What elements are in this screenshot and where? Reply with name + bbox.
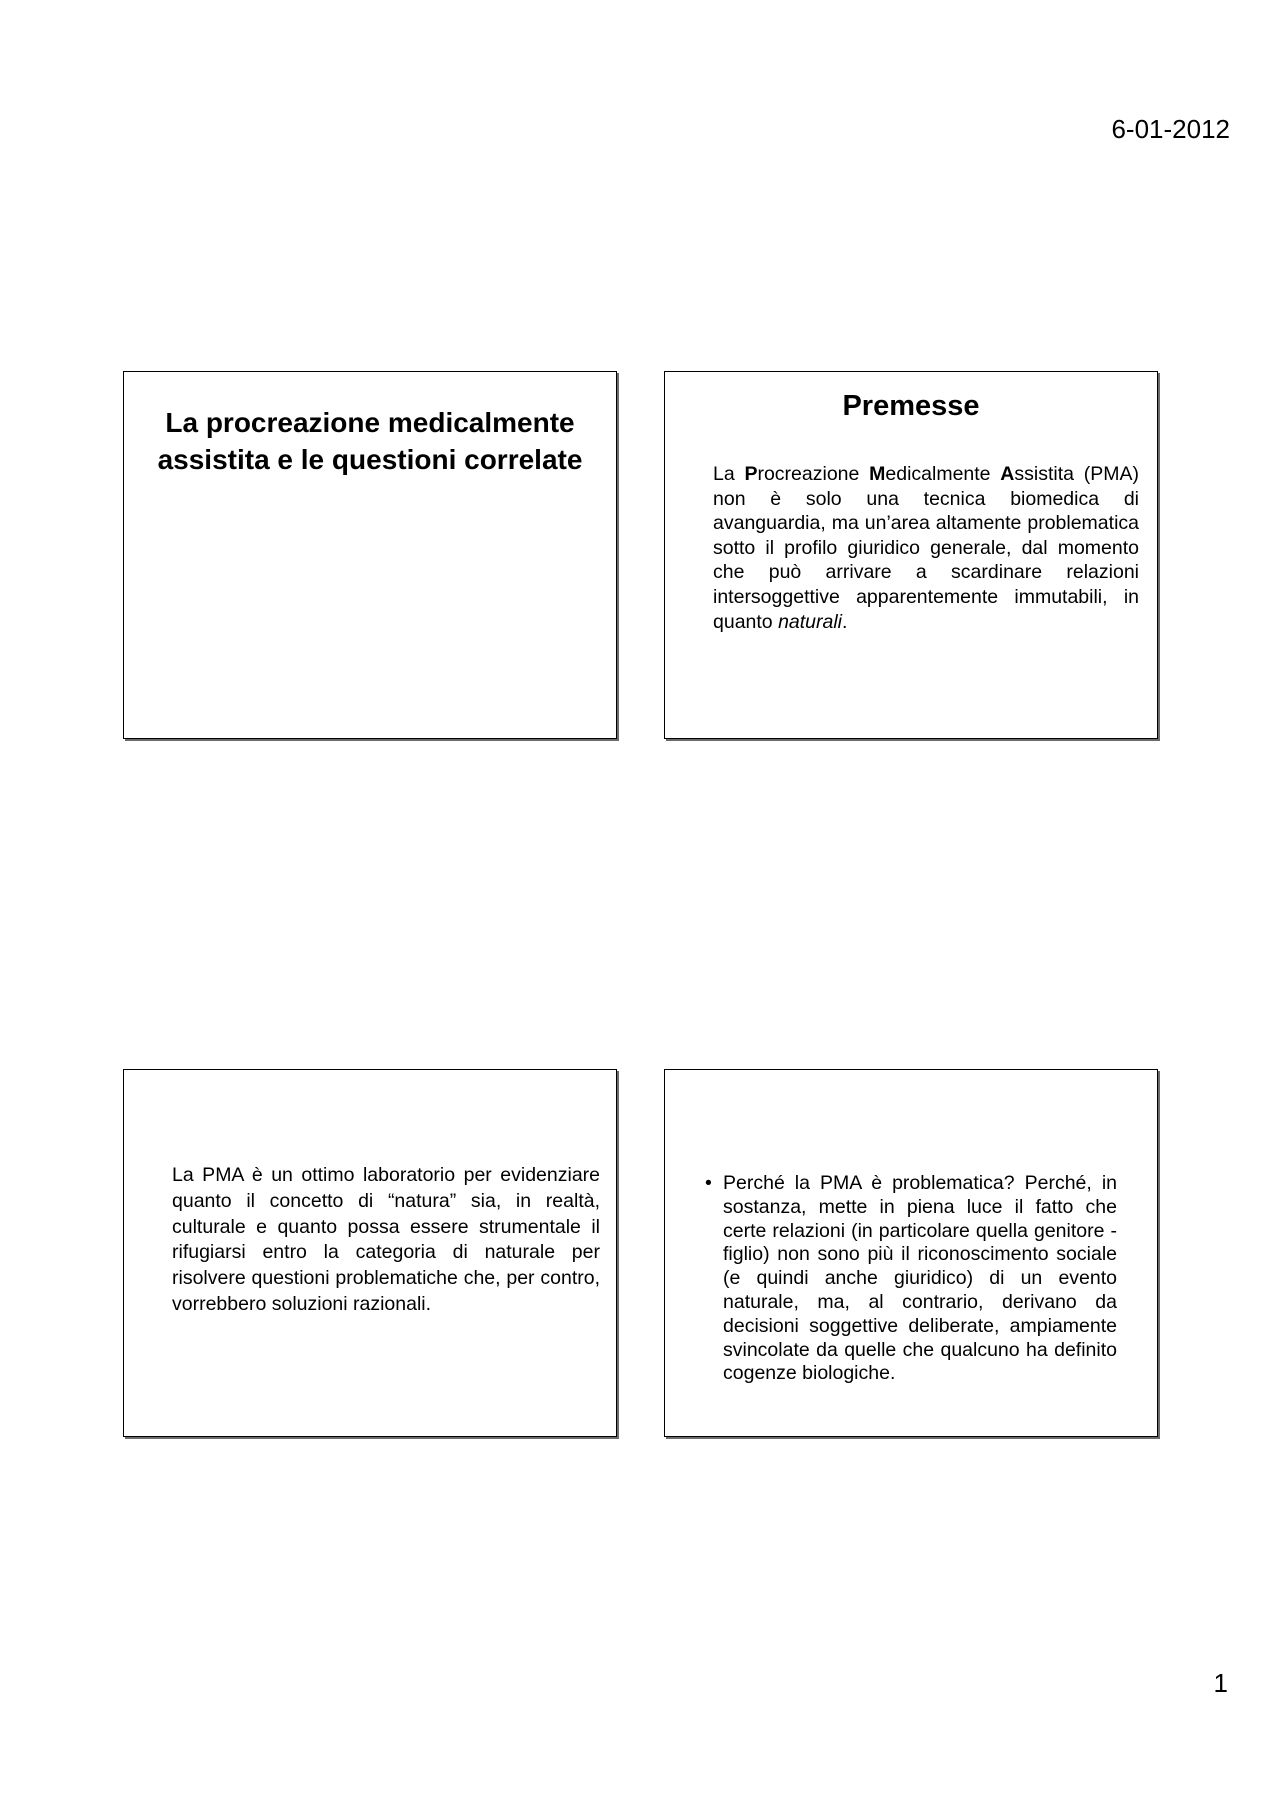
body-text: edicalmente bbox=[885, 463, 1001, 485]
acronym-letter: A bbox=[1000, 463, 1015, 485]
slide-title bbox=[123, 371, 617, 739]
bullet-text: Perché la PMA è problematica? Perché, in sostanza, mette in piena luce il fatto che certe relazioni (in particolare quella genitore - figlio) non sono più il riconoscimento sociale (e quindi anche giuridico) di un evento naturale, ma, al contrario, derivano da decisioni soggettive deliberate, ampiamente svincolate da quelle che qualcuno ha definito cogenze biologiche. bbox=[723, 1172, 1117, 1385]
body-text: . bbox=[842, 610, 848, 633]
body-text: ssistita (PMA) non è solo una tecnica biomedica di avanguardia, ma un’area altamente problematica sotto il profilo giuridico generale, dal momento che può arrivare a scardinare relazioni intersoggettive apparentemente immutabili, in quanto bbox=[713, 463, 1139, 633]
page-number: 1 bbox=[1213, 1668, 1228, 1698]
bullet-icon: • bbox=[705, 1172, 712, 1194]
slide-title-text: La procreazione medicalmente assistita e le questioni correlate bbox=[157, 407, 583, 475]
body-text: rocreazione bbox=[757, 463, 870, 485]
bullet-item bbox=[705, 1172, 1117, 1386]
acronym-letter: P bbox=[744, 463, 758, 485]
slide-premesse bbox=[664, 371, 1158, 739]
body-text: La bbox=[713, 463, 745, 485]
date-header: 6-01-2012 bbox=[1111, 114, 1230, 144]
acronym-letter: M bbox=[869, 463, 886, 485]
slide-body: La PMA è un ottimo laboratorio per evidenziare quanto il concetto di “natura” sia, in realtà, culturale e quanto possa essere strumentale il rifugiarsi entro la categoria di naturale per risolvere questioni problematiche che, per contro, vorrebbero soluzioni razionali. bbox=[172, 1164, 600, 1315]
slide-problematica bbox=[664, 1069, 1158, 1437]
italic-word: naturali bbox=[778, 610, 843, 633]
slide-natura bbox=[123, 1069, 617, 1437]
slide-heading: Premesse bbox=[842, 390, 980, 422]
slide-body bbox=[713, 462, 1139, 634]
